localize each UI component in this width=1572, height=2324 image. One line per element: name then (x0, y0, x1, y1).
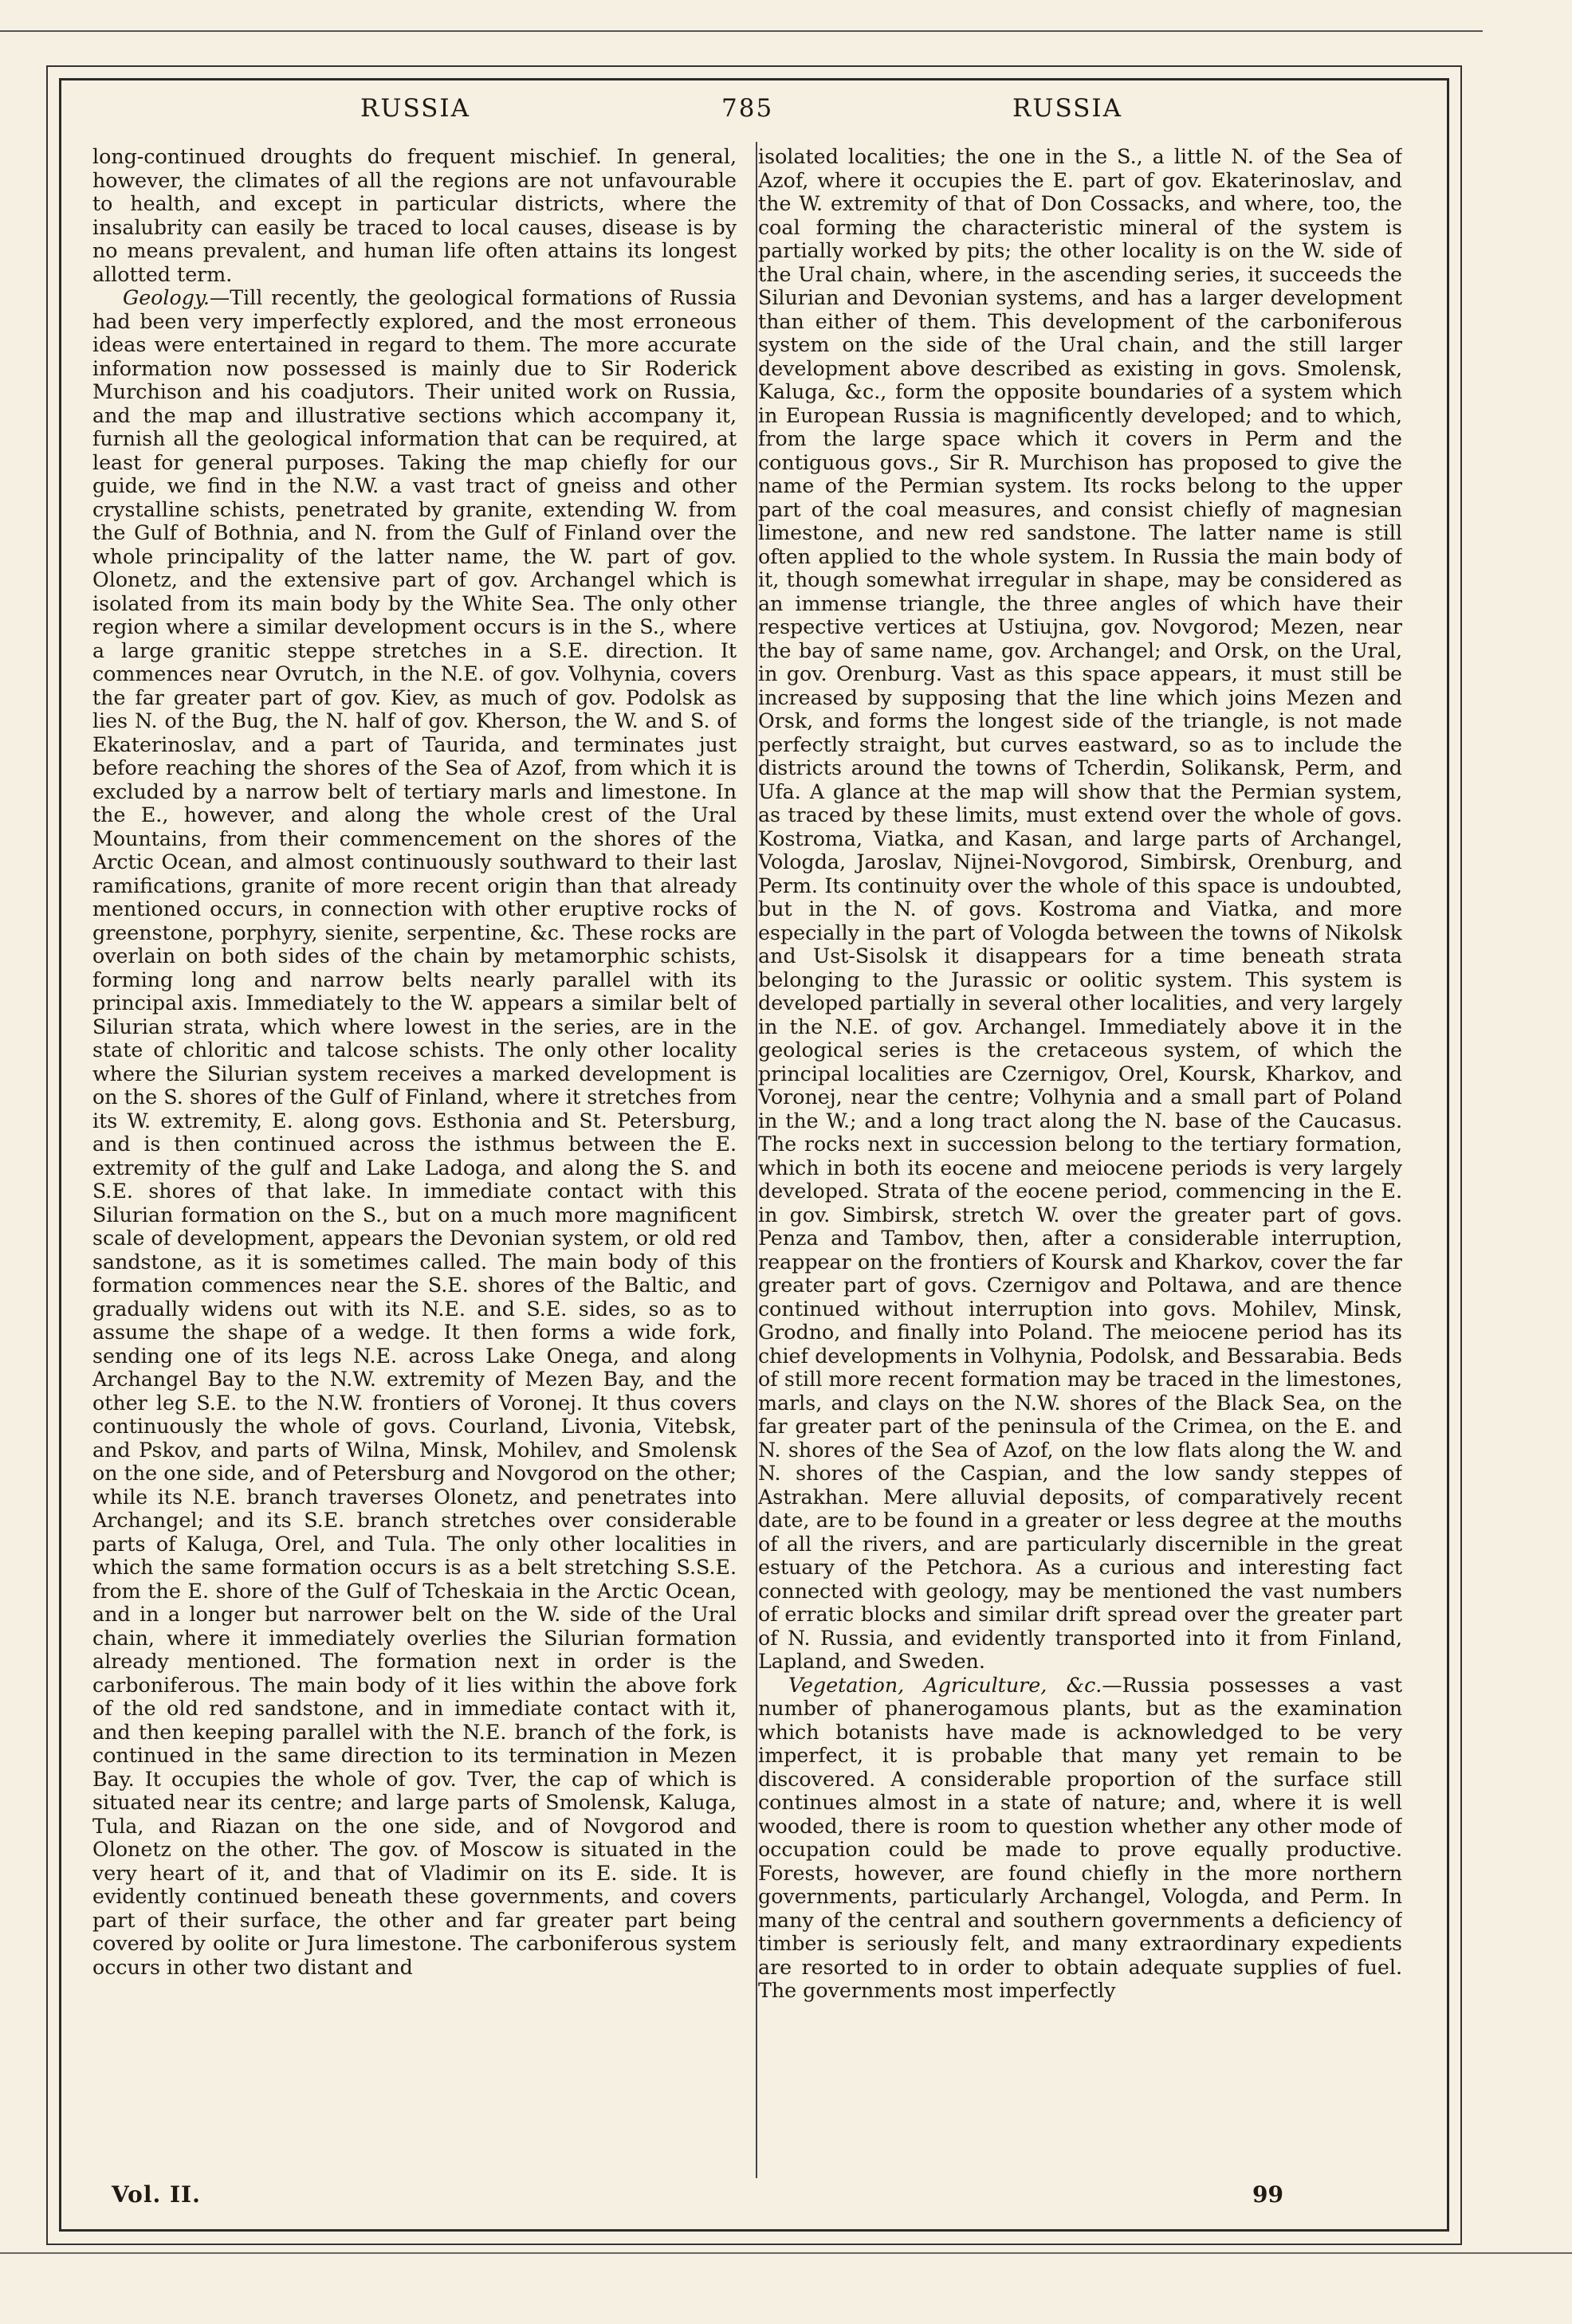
paragraph-geology-text: —Till recently, the geological formations of Russia had been very imperfectly explored, and the most erroneous ideas were entertained in regard to them. The more accurate information now possessed is mainly due to Sir Roderick Murchison and his coadjutors. Their united work on Russia, and the map and illustrative sections which accompany it, furnish all the geological information that can be required, at least for general purposes. Taking the map chiefly for our guide, we find in the N.W. a vast tract of gneiss and other crystalline schists, penetrated by granite, extending W. from the Gulf of Bothnia, and N. from the Gulf of Finland over the whole principality of the latter name, the W. part of gov. Olonetz, and the extensive part of gov. Archangel which is isolated from its main body by the White Sea. The only other region where a similar development occurs is in the S., where a large granitic steppe stretches in a S.E. direction. It commences near Ovrutch, in the N.E. of gov. Volhynia, covers the far greater part of gov. Kiev, as much of gov. Podolsk as lies N. of the Bug, the N. half of gov. Kherson, the W. and S. of Ekaterinoslav, and a part of Taurida, and terminates just before reaching the shores of the Sea of Azof, from which it is excluded by a narrow belt of tertiary marls and limestone. In the E., however, and along the whole crest of the Ural Mountains, from their commencement on the shores of the Arctic Ocean, and almost continuously southward to their last ramifications, granite of more recent origin than that already mentioned occurs, in connection with other eruptive rocks of greenstone, porphyry, sienite, serpentine, &c. These rocks are overlain on both sides of the chain by metamorphic schists, forming long and narrow belts nearly parallel with its principal axis. Immediately to the W. appears a similar belt of Silurian strata, which where lowest in the series, are in the state of chloritic and talcose schists. The only other locality where the Silurian system receives a marked development is on the S. shores of the Gulf of Finland, where it stretches from its W. extremity, E. along govs. Esthonia and St. Petersburg, and is then continued across the isthmus between the E. extremity of the gulf and Lake Ladoga, and along the S. and S.E. shores of that lake. In immediate contact with this Silurian formation on the S., but on a much more magnificent scale of development, appears the Devonian system, or old red sandstone, as it is sometimes called. The main body of this formation commences near the S.E. shores of the Baltic, and gradually widens out with its N.E. and S.E. sides, so as to assume the shape of a wedge. It then forms a wide fork, sending one of its legs N.E. across Lake Onega, and along Archangel Bay to the N.W. extremity of Mezen Bay, and the other leg S.E. to the N.W. frontiers of Voronej. It thus covers continuously the whole of govs. Courland, Livonia, Vitebsk, and Pskov, and parts of Wilna, Minsk, Mohilev, and Smolensk on the one side, and of Petersburg and Novgorod on the other; while its N.E. branch traverses Olonetz, and penetrates into Archangel; and its S.E. branch stretches over considerable parts of Kaluga, Orel, and Tula. The only other localities in which the same formation occurs is as a belt stretching S.S.E. from the E. shore of the Gulf of Tcheskaia in the Arctic Ocean, and in a longer but narrower belt on the W. side of the Ural chain, where it immediately overlies the Silurian formation already mentioned. The formation next in order is the carboniferous. The main body of it lies within the above fork of the old red sandstone, and in immediate contact with it, and then keeping parallel with the N.E. branch of the fork, is continued in the same direction to its termination in Mezen Bay. It occupies the whole of gov. Tver, the cap of which is situated near its centre; and large parts of Smolensk, Kaluga, Tula, and Riazan on the one side, and of Novgorod and Olonetz on the other. The gov. of Moscow is situated in the very heart of it, and that of Vladimir on its E. side. It is evidently continued beneath these governments, and covers part of their surface, the other and far greater part being covered by oolite or Jura limestone. The carboniferous system occurs in other two distant and (92, 286, 737, 1979)
paragraph-geology (92, 286, 737, 1979)
paragraph-vegetation (758, 1674, 1402, 2003)
paragraph-climate: long-continued droughts do frequent mischief. In general, however, the climates of all the regions are not unfavourable to health, and except in particular districts, where the insalubrity can easily be traced to local causes, disease is by no means prevalent, and human life often attains its longest allotted term. (92, 145, 737, 286)
running-head-left: RUSSIA (360, 94, 471, 123)
section-heading-geology: Geology. (123, 286, 210, 309)
page-number: 785 (721, 94, 774, 123)
signature-mark: 99 (1252, 2181, 1283, 2208)
left-column (92, 145, 737, 2185)
bottom-rule (0, 2252, 1572, 2254)
running-head-right: RUSSIA (1012, 94, 1123, 123)
column-divider (756, 142, 757, 2178)
section-heading-vegetation: Vegetation, Agriculture, &c. (788, 1673, 1102, 1697)
volume-label: Vol. II. (112, 2181, 201, 2208)
paragraph-permian: isolated localities; the one in the S., a little N. of the Sea of Azof, where it occupies the E. part of gov. Ekaterinoslav, and the W. extremity of that of Don Cossacks, and where, too, the coal forming the characteristic mineral of the system is partially worked by pits; the other locality is on the W. side of the Ural chain, where, in the ascending series, it succeeds the Silurian and Devonian systems, and has a larger development than either of them. This development of the carboniferous system on the side of the Ural chain, and the still larger development above described as existing in govs. Smolensk, Kaluga, &c., form the opposite boundaries of a system which in European Russia is magnificently developed; and to which, from the large space which it covers in Perm and the contiguous govs., Sir R. Murchison has proposed to give the name of the Permian system. Its rocks belong to the upper part of the coal measures, and consist chiefly of magnesian limestone, and new red sandstone. The latter name is still often applied to the whole system. In Russia the main body of it, though somewhat irregular in shape, may be considered as an immense triangle, the three angles of which have their respective vertices at Ustiujna, gov. Novgorod; Mezen, near the bay of same name, gov. Archangel; and Orsk, on the Ural, in gov. Orenburg. Vast as this space appears, it must still be increased by supposing that the line which joins Mezen and Orsk, and forms the longest side of the triangle, is not made perfectly straight, but curves eastward, so as to include the districts around the towns of Tcherdin, Solikansk, Perm, and Ufa. A glance at the map will show that the Permian system, as traced by these limits, must extend over the whole of govs. Kostroma, Viatka, and Kasan, and large parts of Archangel, Vologda, Jaroslav, Nijnei-Novgorod, Simbirsk, Orenburg, and Perm. Its continuity over the whole of this space is undoubted, but in the N. of govs. Kostroma and Viatka, and more especially in the part of Vologda between the towns of Nikolsk and Ust-Sisolsk it disappears for a time beneath strata belonging to the Jurassic or oolitic system. This system is developed partially in several other localities, and very largely in the N.E. of gov. Archangel. Immediately above it in the geological series is the cretaceous system, of which the principal localities are Czernigov, Orel, Koursk, Kharkov, and Voronej, near the centre; Volhynia and a small part of Poland in the W.; and a long tract along the N. base of the Caucasus. The rocks next in succession belong to the tertiary formation, which in both its eocene and meiocene periods is very largely developed. Strata of the eocene period, commencing in the E. in gov. Simbirsk, stretch W. over the greater part of govs. Penza and Tambov, then, after a considerable interruption, reappear on the frontiers of Koursk and Kharkov, cover the far greater part of govs. Czernigov and Poltawa, and are thence continued without interruption into govs. Mohilev, Minsk, Grodno, and finally into Poland. The meiocene period has its chief developments in Volhynia, Podolsk, and Bessarabia. Beds of still more recent formation may be traced in the limestones, marls, and clays on the N.W. shores of the Black Sea, on the far greater part of the peninsula of the Crimea, on the E. and N. shores of the Sea of Azof, on the low flats along the W. and N. shores of the Caspian, and the low sandy steppes of Astrakhan. Mere alluvial deposits, of comparatively recent date, are to be found in a greater or less degree at the mouths of all the rivers, and are particularly discernible in the great estuary of the Petchora. As a curious and interesting fact connected with geology, may be mentioned the vast numbers of erratic blocks and similar drift spread over the greater part of N. Russia, and evidently transported into it from Finland, Lapland, and Sweden. (758, 145, 1402, 1673)
right-column (758, 145, 1402, 2185)
top-rule (0, 30, 1483, 32)
paragraph-vegetation-text: —Russia possesses a vast number of phanerogamous plants, but as the examination which botanists have made is acknowledged to be very imperfect, it is probable that many yet remain to be discovered. A considerable proportion of the surface still continues almost in a state of nature; and, where it is well wooded, there is room to question whether any other mode of occupation could be made to prove equally productive. Forests, however, are found chiefly in the more northern governments, particularly Archangel, Vologda, and Perm. In many of the central and southern governments a deficiency of timber is seriously felt, and many extraordinary expedients are resorted to in order to obtain adequate supplies of fuel. The governments most imperfectly (758, 1673, 1402, 2002)
